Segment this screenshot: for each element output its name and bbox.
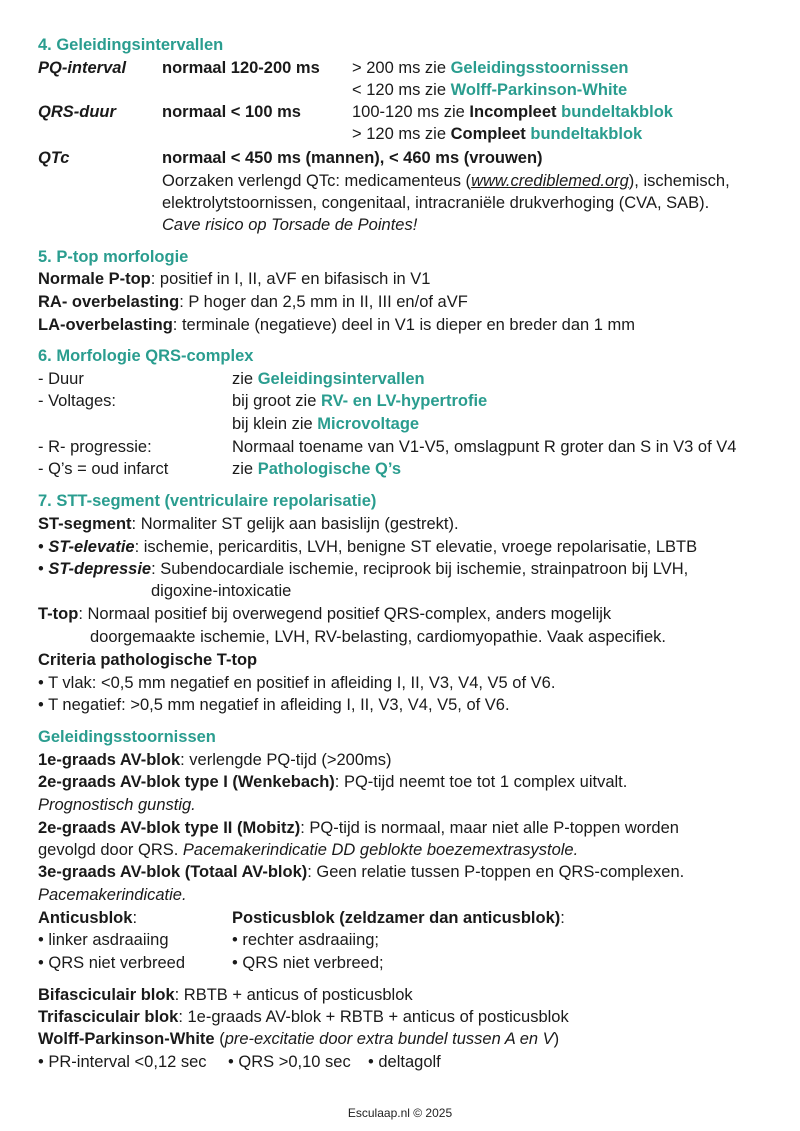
- link-hypertrofie[interactable]: RV- en LV-hypertrofie: [320, 392, 488, 410]
- criteria-item: • T vlak: <0,5 mm negatief en positief in afleiding I, II, V3, V4, V5 of V6.: [38, 674, 556, 692]
- st-segment-line: ST-segment: Normaliter ST gelijk aan basislijn (gestrekt).: [38, 515, 459, 533]
- section-5-heading: 5. P-top morfologie: [38, 248, 189, 266]
- link-bundeltakblok-compleet[interactable]: bundeltakblok: [530, 125, 643, 143]
- av-blok-2-type-1-note: Prognostisch gunstig.: [38, 796, 196, 814]
- t-top-line: T-top: Normaal positief bij overwegend positief QRS-complex, anders mogelijk: [38, 605, 612, 623]
- av-blok-1: 1e-graads AV-blok: verlengde PQ-tijd (>200ms): [38, 751, 392, 769]
- link-geleidingsstoornissen[interactable]: Geleidingsstoornissen: [450, 59, 629, 77]
- footer-copyright: Esculaap.nl © 2025: [347, 1106, 453, 1120]
- av-blok-2-type-1: 2e-graads AV-blok type I (Wenkebach): PQ-tijd neemt toe tot 1 complex uitvalt.: [38, 773, 628, 791]
- criteria-item: • T negatief: >0,5 mm negatief in afleiding I, II, V3, V4, V5, of V6.: [38, 696, 510, 714]
- section-6-heading: 6. Morfologie QRS-complex: [38, 347, 254, 365]
- pq-normal: normaal 120-200 ms: [162, 59, 320, 77]
- av-blok-2-type-2: 2e-graads AV-blok type II (Mobitz): PQ-tijd is normaal, maar niet alle P-toppen worden: [38, 819, 679, 837]
- link-microvoltage[interactable]: Microvoltage: [317, 415, 420, 433]
- link-bundeltakblok-incompleet[interactable]: bundeltakblok: [561, 103, 673, 121]
- section-4-heading: 4. Geleidingsintervallen: [38, 36, 224, 54]
- av-blok-3: 3e-graads AV-blok (Totaal AV-blok): Geen relatie tussen P-toppen en QRS-complexen.: [38, 863, 685, 881]
- pq-detail-1: > 200 ms zie Geleidingsstoornissen: [352, 59, 629, 77]
- link-pathologische-qs[interactable]: Pathologische Q’s: [257, 460, 402, 478]
- qrs-normal: normaal < 100 ms: [162, 103, 301, 121]
- geleidingsstoornissen-heading: Geleidingsstoornissen: [38, 728, 216, 746]
- st-elevatie-line: • ST-elevatie: ischemie, pericarditis, LVH, benigne ST elevatie, vroege repolarisatie, LBTB: [38, 538, 698, 556]
- section-7-heading: 7. STT-segment (ventriculaire repolarisatie): [38, 492, 377, 510]
- st-depressie-line: • ST-depressie: Subendocardiale ischemie, reciprook bij ischemie, strainpatroon bij LVH,: [38, 560, 689, 578]
- qtc-normal: normaal < 450 ms (mannen), < 460 ms (vrouwen): [162, 149, 543, 167]
- pq-label: PQ-interval: [38, 59, 127, 77]
- p-top-normal: Normale P-top: positief in I, II, aVF en bifasisch in V1: [38, 270, 431, 288]
- p-top-ra: RA- overbelasting: P hoger dan 2,5 mm in II, III en/of aVF: [38, 293, 468, 311]
- crediblemed-link[interactable]: www.crediblemed.org: [471, 172, 629, 190]
- qrs-label: QRS-duur: [38, 103, 116, 121]
- av-blok-3-note: Pacemakerindicatie.: [38, 886, 187, 904]
- wpw-line: Wolff-Parkinson-White (pre-excitatie door extra bundel tussen A en V): [38, 1030, 560, 1048]
- qtc-label: QTc: [38, 149, 70, 167]
- t-top-line-2: doorgemaakte ischemie, LVH, RV-belasting, cardiomyopathie. Vaak aspecifiek.: [90, 628, 666, 646]
- criteria-heading: Criteria pathologische T-top: [38, 651, 258, 669]
- p-top-la: LA-overbelasting: terminale (negatieve) deel in V1 is dieper en breder dan 1 mm: [38, 316, 636, 334]
- pq-detail-2: < 120 ms zie Wolff-Parkinson-White: [352, 81, 628, 99]
- link-geleidingsintervallen[interactable]: Geleidingsintervallen: [257, 370, 425, 388]
- document-page: 4. Geleidingsintervallen PQ-interval normaal 120-200 ms > 200 ms zie Geleidingsstoornissen < 120 ms zie Wolff-Parkinson-White QRS-duur normaal < 100 ms 100-120 ms zie Incompleet bundeltakblok > 120 ms zie Compleet bundeltakblok QTc normaal < 450 ms (mannen), < 460 ms (vrouwen) Oorzaken verlengd QTc: medicamenteus (www.crediblemed.org), ischemisch, elektrolytstoornissen, congenitaal, intracraniële drukverhoging (CVA, SAB). Cave risico op Torsade de Pointes! 5. P-top morfologie Normale P-top: positief in I, II, aVF en bifasisch in V1 RA- overbelasting: P hoger dan 2,5 mm in II, III en/of aVF LA-overbelasting: terminale (negatieve) deel in V1 is dieper en breder dan 1 mm 6. Morfologie QRS-complex - Duur zie Geleidingsintervallen - Voltages: bij groot zie RV- en LV-hypertrofie bij klein zie Microvoltage - R- progressie: Normaal toename van V1-V5, omslagpunt R groter dan S in V3 of V4 - Q’s = oud infarct zie Pathologische Q’s 7. STT-segment (ventriculaire repolarisatie) ST-segment: Normaliter ST gelijk aan basislijn (gestrekt). • ST-elevatie: ischemie, pericarditis, LVH, benigne ST elevatie, vroege repolarisatie, LBTB • ST-depressie: Subendocardiale ischemie, reciprook bij ischemie, strainpatroon bij LVH, digoxine-intoxicatie T-top: Normaal positief bij overwegend positief QRS-complex, anders mogelijk doorgemaakte ischemie, LVH, RV-belasting, cardiomyopathie. Vaak aspecifiek. Criteria pathologische T-top • T vlak: <0,5 mm negatief en positief in afleiding I, II, V3, V4, V5 of V6. • T negatief: >0,5 mm negatief in afleiding I, II, V3, V4, V5, of V6. Geleidingsstoornissen 1e-graads AV-blok: verlengde PQ-tijd (>200ms) 2e-graads AV-blok type I (Wenkebach): PQ-tijd neemt toe tot 1 complex uitvalt. Prognostisch gunstig. 2e-graads AV-blok type II (Mobitz): PQ-tijd is normaal, maar niet alle P-toppen worden gevolgd door QRS. Pacemakerindicatie DD geblokte boezemextrasystole. 3e-graads AV-blok (Totaal AV-blok): Geen relatie tussen P-toppen en QRS-complexen. Pacemakerindicatie. Anticusblok: Posticusblok (zeldzamer dan anticusblok): • linker asdraaiing • rechter asdraaiing; • QRS niet verbreed • QRS niet verbreed; Bifasciculair blok: RBTB + anticus of posticusblok Trifasciculair blok: 1e-graads AV-blok + RBTB + anticus of posticusblok Wolff-Parkinson-White (pre-excitatie door extra bundel tussen A en V) • PR-interval <0,12 sec • QRS >0,10 sec • deltagolf Esculaap.nl © 2025: [0, 0, 800, 1131]
- trifasciculair-line: Trifasciculair blok: 1e-graads AV-blok + RBTB + anticus of posticusblok: [38, 1008, 569, 1026]
- bifasciculair-line: Bifasciculair blok: RBTB + anticus of posticusblok: [38, 986, 413, 1004]
- st-depressie-line-2: digoxine-intoxicatie: [151, 582, 292, 600]
- link-wpw[interactable]: Wolff-Parkinson-White: [450, 81, 628, 99]
- qrs-detail-1: 100-120 ms zie Incompleet bundeltakblok: [352, 103, 673, 121]
- qrs-detail-2: > 120 ms zie Compleet bundeltakblok: [352, 125, 643, 143]
- av-blok-2-type-2-note: gevolgd door QRS. Pacemakerindicatie DD geblokte boezemextrasystole.: [38, 841, 579, 859]
